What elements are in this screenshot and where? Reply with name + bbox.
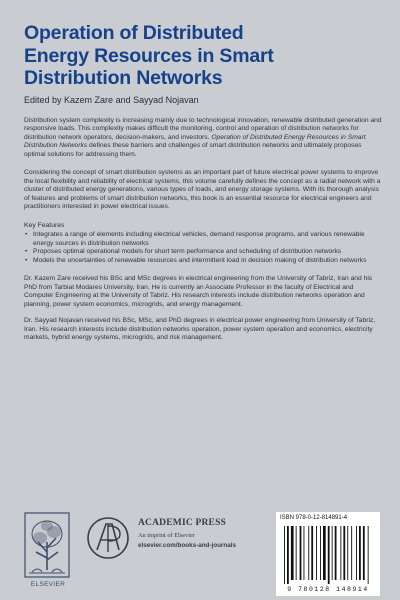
barcode-panel — [276, 512, 380, 596]
barcode-bar — [320, 526, 321, 580]
feature-item: • Proposes optimal operational models for short term performance and scheduling of distribution networks — [25, 248, 342, 255]
academic-press-logo-icon — [86, 514, 130, 562]
description-book-title: Operation of Distributed Energy Resources in Smart Distribution Networks — [24, 133, 366, 149]
description-paragraph: Considering the concept of smart distribution systems as an important part of future electrical power systems to improve the local flexibility and reliability of electrical systems, this volume carefully defines the concept as a radial network with a cluster of distributed energy generations, various types of loads, and energy storage systems. With its thorough analysis of features and problems of smart distribution networks, this book is an essential resource for electrical engineers and practitioners interested in power electrical issues. — [24, 169, 381, 210]
barcode-bar — [343, 526, 345, 580]
bullet-icon: • — [25, 231, 28, 238]
feature-item: • Integrates a range of elements including electrical vehicles, demand response programs, and various renewable energy sources in distribution networks — [25, 231, 365, 247]
edited-by-label: Edited by — [24, 94, 62, 105]
barcode-bar — [368, 526, 369, 584]
feature-item: • Models the uncertainties of renewable resources and intermittent load in decision making of distribution networks — [25, 256, 367, 264]
elsevier-label: ELSEVIER — [30, 581, 66, 588]
barcode-bar — [296, 526, 297, 580]
key-features-heading: Key Features — [24, 221, 65, 229]
title-line: Energy Resources in Smart — [24, 44, 274, 67]
imprint-text: An imprint of Elsevier — [138, 532, 195, 539]
barcode-bar — [340, 526, 341, 580]
description-text: defines these barriers and challenges of smart distribution networks and ultimately proposes optimal solutions for addressing them. — [24, 142, 362, 158]
barcode-bar — [287, 526, 289, 584]
publisher-url[interactable]: elsevier.com/books-and-journals — [138, 542, 236, 549]
publisher-footer — [0, 512, 400, 600]
barcode-bar — [304, 526, 305, 580]
bullet-icon: • — [25, 256, 28, 264]
barcode-bar — [284, 526, 285, 584]
barcode-bar — [308, 526, 309, 580]
barcode-bar — [363, 526, 365, 580]
barcode-bar — [359, 526, 361, 580]
title-line: Operation of Distributed — [24, 22, 244, 44]
elsevier-tree-logo-icon — [24, 512, 70, 578]
editor-name: Sayyad Nojavan — [133, 94, 199, 105]
barcode-bar — [300, 526, 302, 580]
barcode-bar — [316, 526, 317, 580]
academic-press-name: ACADEMIC PRESS — [138, 518, 227, 528]
description-paragraph — [24, 117, 382, 160]
editor-and: and — [115, 94, 131, 105]
barcode-bar — [328, 526, 330, 584]
key-features-list — [24, 231, 382, 265]
editor-bio: Dr. Kazem Zare received his BSc and MSc degrees in electrical engineering from the University of Tabriz, Iran and his PhD from Tarbiat Modares University, Iran. He is currently an Associate Professor in the faculty of Electrical and Computer Engineering at the University of Tabriz. His research interests include distribution networks operation and planning, power system economics, microgrids, and energy management. — [24, 275, 373, 308]
title-line: Distribution Networks — [24, 67, 223, 89]
barcode-bar — [323, 526, 326, 580]
editors-line — [24, 95, 382, 105]
barcode-bar — [291, 526, 294, 580]
description-text: Distribution system complexity is increasing mainly due to technological innovation, renewable distributed generation and responsive loads. This complexity makes difficult the monitoring, control and operation of distribution networks for distribution network operators, decision-makers, and investors. — [24, 116, 382, 141]
barcode-bar — [351, 526, 352, 580]
editor-name: Kazem Zare — [64, 94, 114, 105]
barcode-bar — [356, 526, 357, 580]
barcode-bar — [332, 526, 333, 580]
book-title — [24, 22, 382, 90]
barcode-digits: 9 780128 148914 — [287, 586, 369, 593]
barcode-icon — [282, 526, 374, 584]
barcode-bar — [347, 526, 348, 580]
isbn-text: ISBN 978-0-12-814891-4 — [280, 515, 348, 521]
bullet-icon: • — [25, 248, 28, 255]
editor-bio: Dr. Sayyad Nojavan received his BSc, MSc, and PhD degrees in electrical power engineering from University of Tabriz, Iran. His research interests include distribution networks operation, power system operation and economics, electricity markets, hybrid energy systems, microgrids, and risk management. — [24, 317, 376, 341]
barcode-bar — [311, 526, 313, 580]
barcode-bar — [335, 526, 337, 580]
